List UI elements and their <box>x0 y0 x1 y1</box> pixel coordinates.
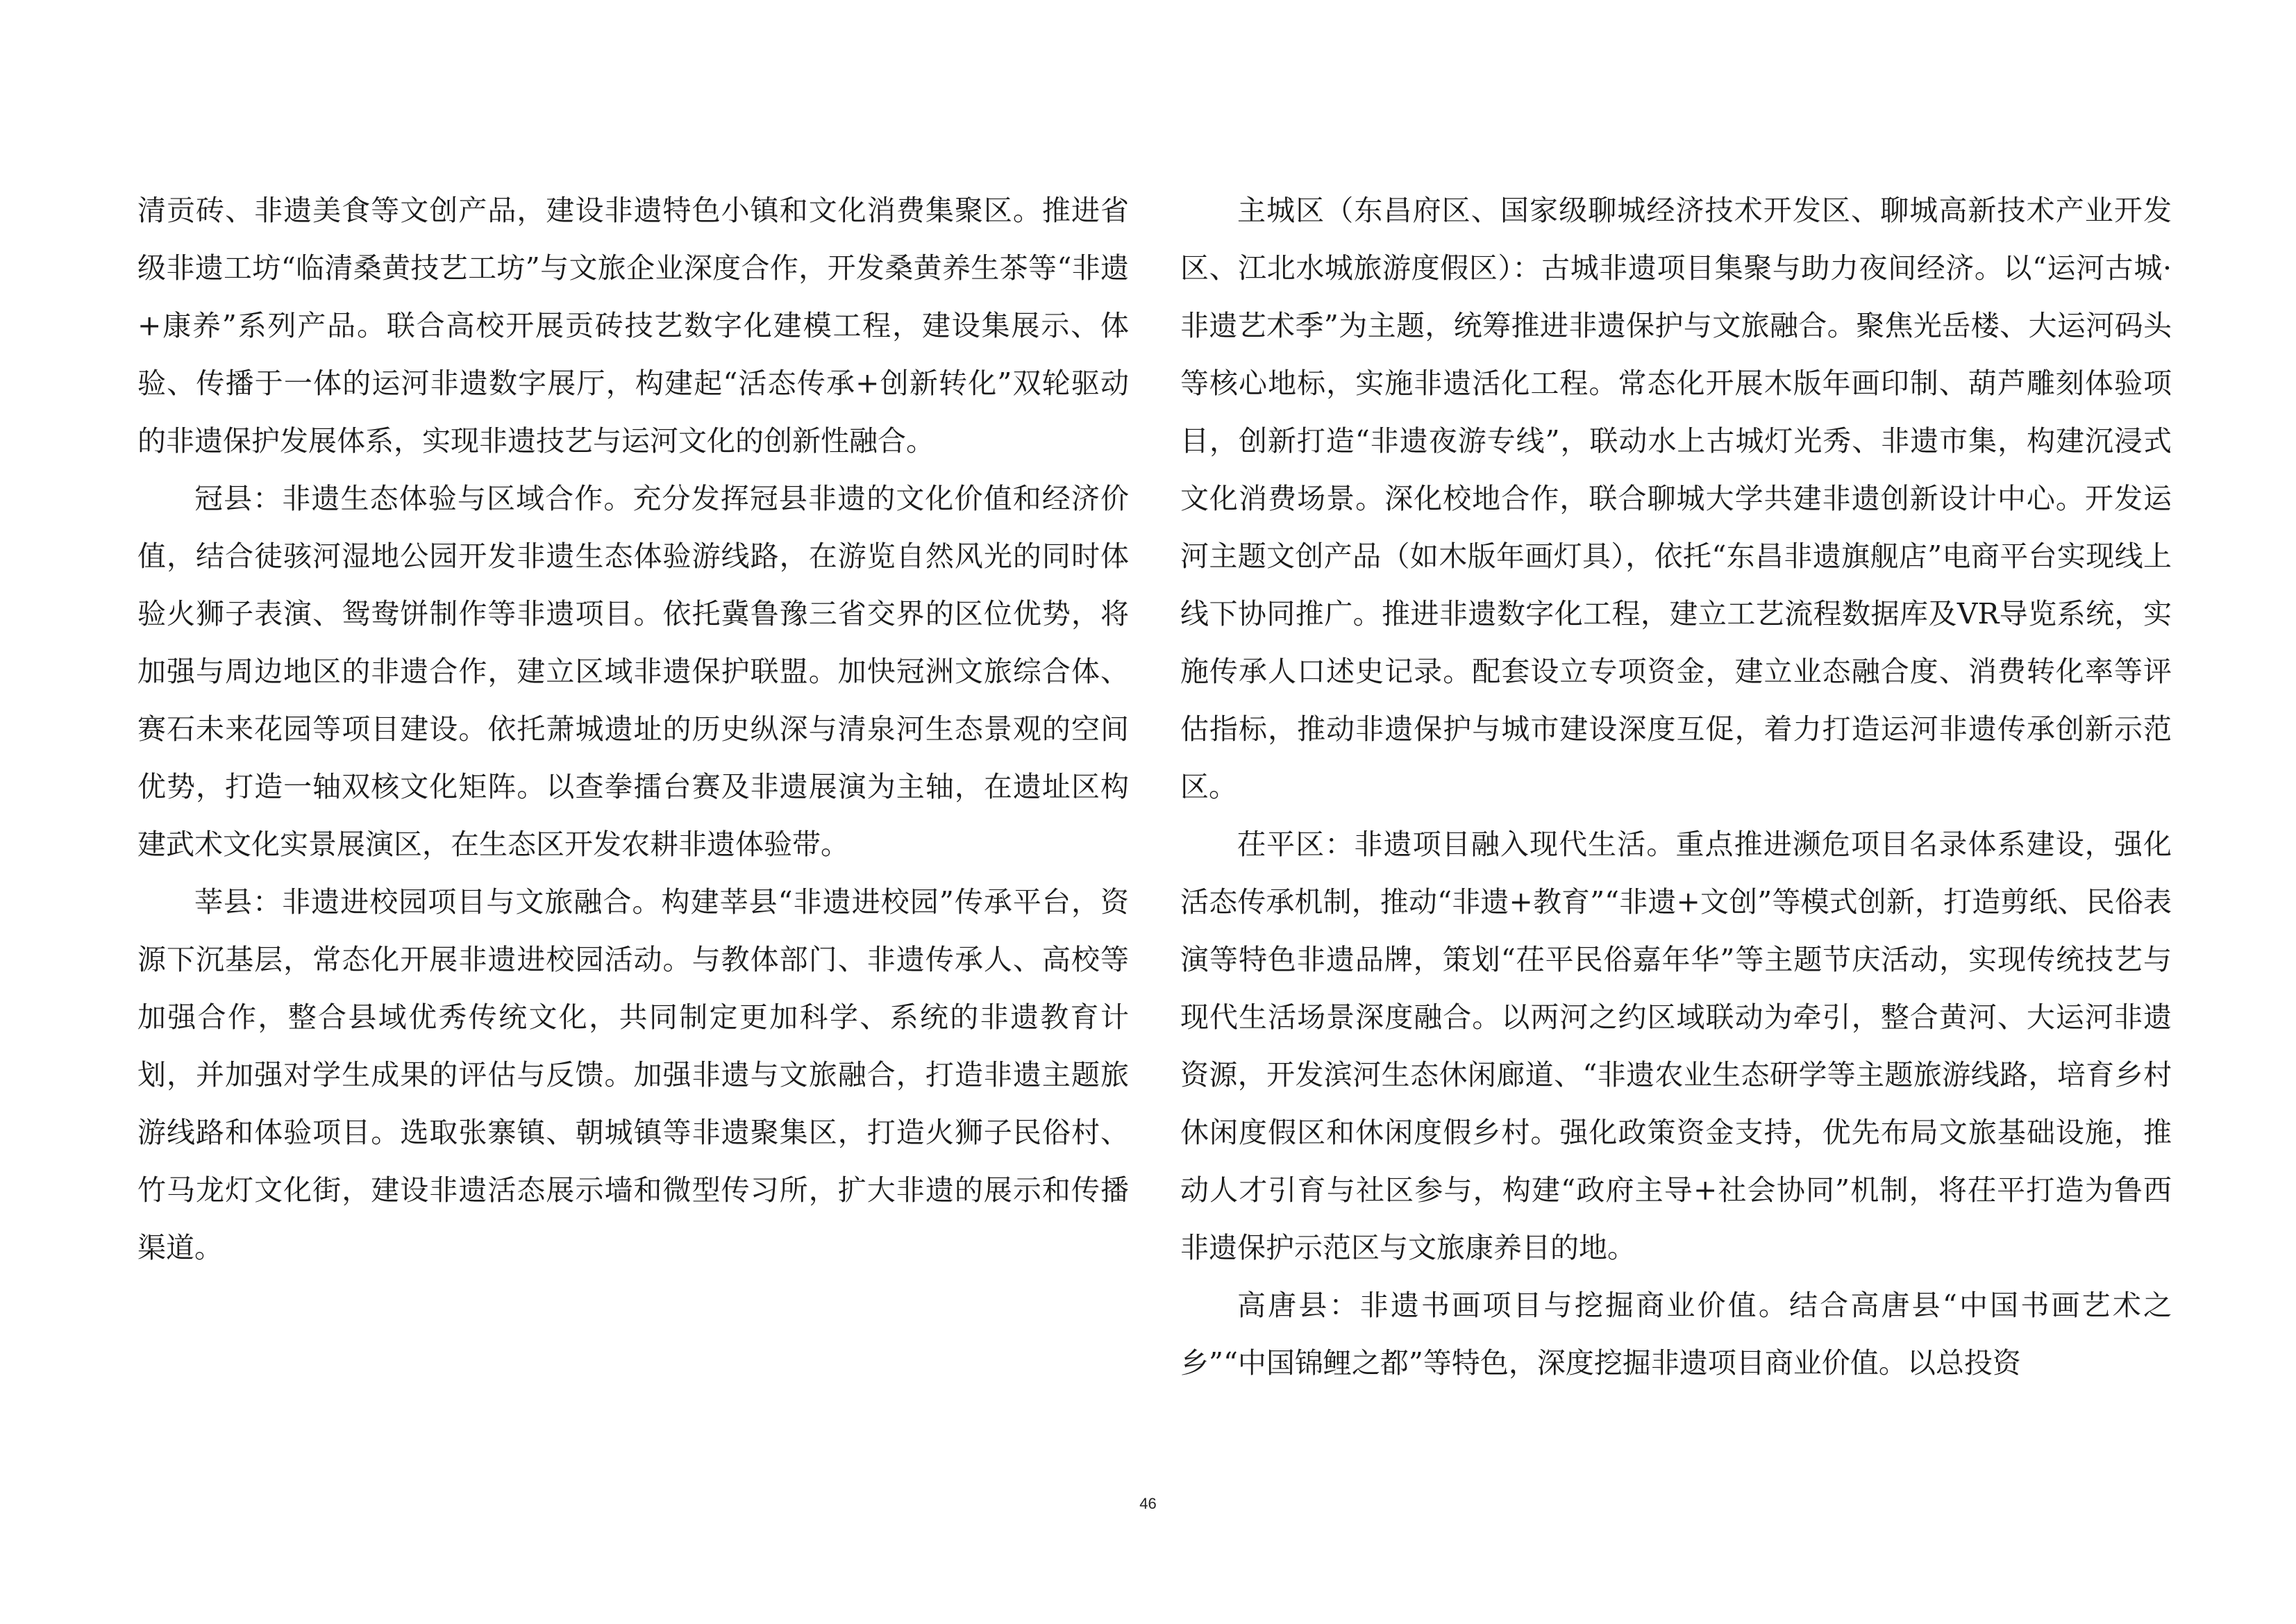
paragraph-main-city: 主城区（东昌府区、国家级聊城经济技术开发区、聊城高新技术产业开发区、江北水城旅游度假区）：古城非遗项目集聚与助力夜间经济。以“运河古城·非遗艺术季”为主题，统筹推进非遗保护与文旅融合。聚焦光岳楼、大运河码头等核心地标，实施非遗活化工程。常态化开展木版年画印制、葫芦雕刻体验项目，创新打造“非遗夜游专线”，联动水上古城灯光秀、非遗市集，构建沉浸式文化消费场景。深化校地合作，联合聊城大学共建非遗创新设计中心。开发运河主题文创产品（如木版年画灯具），依托“东昌非遗旗舰店”电商平台实现线上线下协同推广。推进非遗数字化工程，建立工艺流程数据库及VR导览系统，实施传承人口述史记录。配套设立专项资金，建立业态融合度、消费转化率等评估指标，推动非遗保护与城市建设深度互促，着力打造运河非遗传承创新示范区。 <box>1180 194 2172 803</box>
right-column <box>1180 182 2172 1392</box>
paragraph-chiping: 茌平区：非遗项目融入现代生活。重点推进濒危项目名录体系建设，强化活态传承机制，推动“非遗+教育”“非遗+文创”等模式创新，打造剪纸、民俗表演等特色非遗品牌，策划“茌平民俗嘉年华”等主题节庆活动，实现传统技艺与现代生活场景深度融合。以两河之约区域联动为牵引，整合黄河、大运河非遗资源，开发滨河生态休闲廊道、“非遗农业生态研学等主题旅游线路，培育乡村休闲度假区和休闲度假乡村。强化政策资金支持，优先布局文旅基础设施，推动人才引育与社区参与，构建“政府主导+社会协同”机制，将茌平打造为鲁西非遗保护示范区与文旅康养目的地。 <box>1180 828 2172 1264</box>
left-column <box>137 182 1129 1277</box>
paragraph-guanxian: 冠县：非遗生态体验与区域合作。充分发挥冠县非遗的文化价值和经济价值，结合徒骇河湿地公园开发非遗生态体验游线路，在游览自然风光的同时体验火狮子表演、鸳鸯饼制作等非遗项目。依托冀鲁豫三省交界的区位优势，将加强与周边地区的非遗合作，建立区域非遗保护联盟。加快冠洲文旅综合体、赛石未来花园等项目建设。依托萧城遗址的历史纵深与清泉河生态景观的空间优势，打造一轴双核文化矩阵。以查拳擂台赛及非遗展演为主轴，在遗址区构建武术文化实景展演区，在生态区开发农耕非遗体验带。 <box>137 482 1129 861</box>
paragraph-gaotang: 高唐县：非遗书画项目与挖掘商业价值。结合高唐县“中国书画艺术之乡”“中国锦鲤之都”等特色，深度挖掘非遗项目商业价值。以总投资 <box>1180 1289 2172 1380</box>
page-number: 46 <box>1139 1495 1157 1512</box>
paragraph-shenxian: 莘县：非遗进校园项目与文旅融合。构建莘县“非遗进校园”传承平台，资源下沉基层，常态化开展非遗进校园活动。与教体部门、非遗传承人、高校等加强合作，整合县域优秀传统文化，共同制定更加科学、系统的非遗教育计划，并加强对学生成果的评估与反馈。加强非遗与文旅融合，打造非遗主题旅游线路和体验项目。选取张寨镇、朝城镇等非遗聚集区，打造火狮子民俗村、竹马龙灯文化街，建设非遗活态展示墙和微型传习所，扩大非遗的展示和传播渠道。 <box>137 885 1129 1264</box>
paragraph-linqing-continuation: 清贡砖、非遗美食等文创产品，建设非遗特色小镇和文化消费集聚区。推进省级非遗工坊“临清桑黄技艺工坊”与文旅企业深度合作，开发桑黄养生茶等“非遗+康养”系列产品。联合高校开展贡砖技艺数字化建模工程，建设集展示、体验、传播于一体的运河非遗数字展厅，构建起“活态传承+创新转化”双轮驱动的非遗保护发展体系，实现非遗技艺与运河文化的创新性融合。 <box>137 194 1129 458</box>
